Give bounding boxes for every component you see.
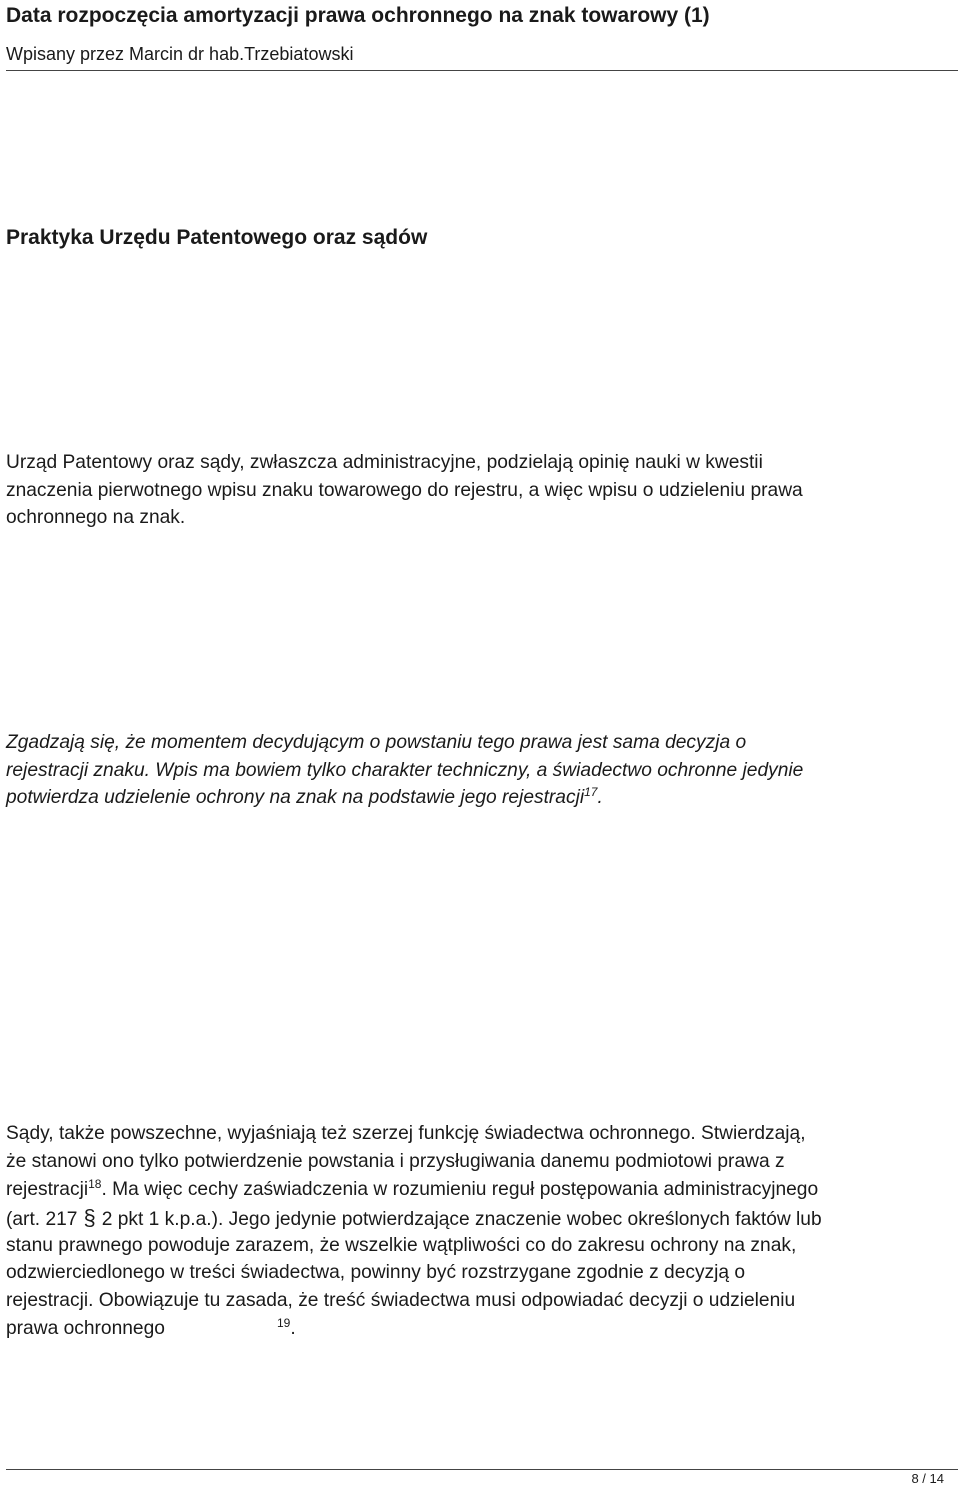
text-segment: . Ma więc cechy zaświadczenia w rozumieniu reguł postępowania administracyjnego xyxy=(101,1178,819,1200)
text-line: Urząd Patentowy oraz sądy, zwłaszcza administracyjne, podzielają opinię nauki w kwestii xyxy=(6,452,763,473)
author-byline: Wpisany przez Marcin dr hab.Trzebiatowski xyxy=(6,44,354,64)
paragraph-1 xyxy=(6,449,803,532)
footer-divider xyxy=(6,1469,958,1470)
paragraph-3 xyxy=(6,1120,822,1343)
text-line: że stanowi ono tylko potwierdzenie powstania i przysługiwania danemu podmiotowi prawa z xyxy=(6,1150,785,1172)
text-line: znaczenia pierwotnego wpisu znaku towarowego do rejestru, a więc wpisu o udzieleniu prawa xyxy=(6,479,803,501)
text-segment: rejestracji xyxy=(6,1178,89,1200)
footnote-ref-19[interactable]: 19 xyxy=(276,1316,291,1331)
text-line: odzwierciedlonego w treści świadectwa, powinny być rozstrzygane zgodnie z decyzją o xyxy=(6,1262,746,1284)
paragraph-2 xyxy=(6,729,803,812)
footnote-ref-17[interactable]: 17 xyxy=(584,785,598,799)
text-segment: potwierdza udzielenie ochrony na znak na podstawie jego rejestracji xyxy=(6,787,585,808)
section-sign-icon: § xyxy=(83,1204,96,1230)
page-number: 8 / 14 xyxy=(911,1471,944,1486)
text-segment: . xyxy=(290,1318,296,1340)
text-segment: 2 pkt 1 k.p.a.). Jego jedynie potwierdzające znaczenie wobec określonych faktów lub xyxy=(101,1208,822,1230)
text-line xyxy=(6,1176,822,1204)
footnote-ref-18[interactable]: 18 xyxy=(88,1176,102,1191)
text-segment: . xyxy=(597,787,603,808)
text-segment: (art. 217 xyxy=(6,1208,78,1230)
text-line xyxy=(6,784,803,812)
header-divider xyxy=(6,70,958,71)
section-heading: Praktyka Urzędu Patentowego oraz sądów xyxy=(6,226,428,249)
text-segment: prawa ochronnego xyxy=(6,1318,165,1340)
text-line xyxy=(6,1204,822,1232)
text-line: stanu prawnego powoduje zarazem, że wszelkie wątpliwości co do zakresu ochrony na znak, xyxy=(6,1234,797,1256)
text-line: Zgadzają się, że momentem decydującym o powstaniu tego prawa jest sama decyzja o xyxy=(6,732,747,753)
text-line: ochronnego na znak. xyxy=(6,507,186,528)
text-line: Sądy, także powszechne, wyjaśniają też szerzej funkcję świadectwa ochronnego. Stwierdzają, xyxy=(6,1123,806,1144)
text-line: rejestracji. Obowiązuje tu zasada, że treść świadectwa musi odpowiadać decyzji o udzieleniu xyxy=(6,1290,796,1312)
document-title: Data rozpoczęcia amortyzacji prawa ochronnego na znak towarowy (1) xyxy=(6,4,710,27)
text-line xyxy=(6,1315,822,1343)
text-line: rejestracji znaku. Wpis ma bowiem tylko charakter techniczny, a świadectwo ochronne jedynie xyxy=(6,759,804,781)
